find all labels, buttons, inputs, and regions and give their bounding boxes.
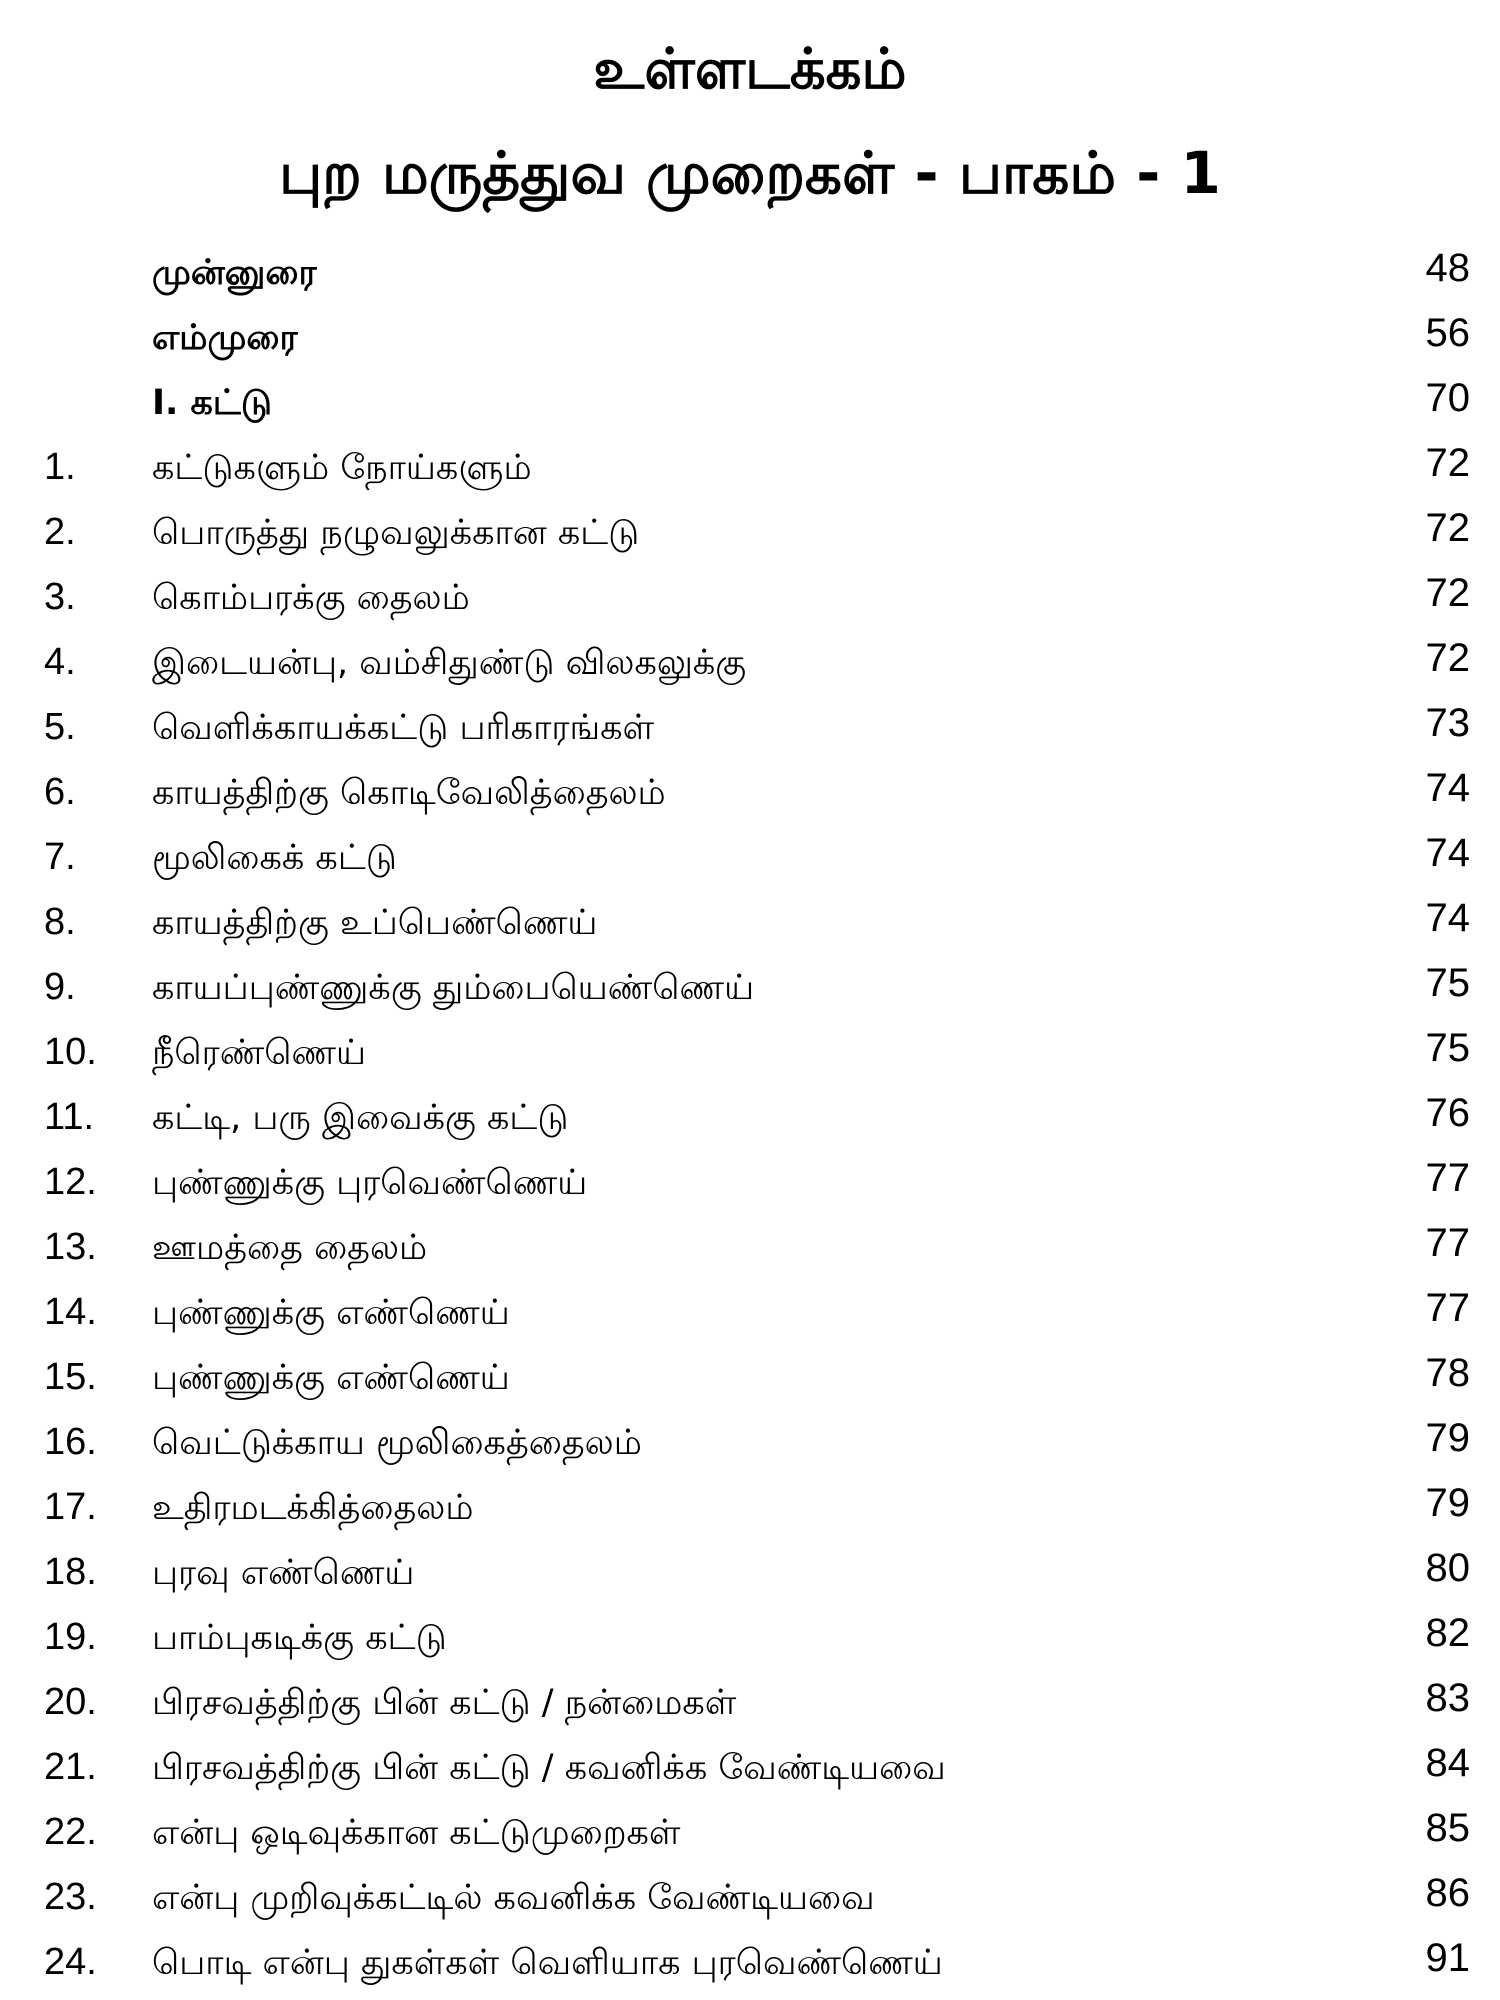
toc-page-number: 85 <box>1425 1806 1470 1850</box>
toc-page-number: 73 <box>1425 701 1470 745</box>
toc-page-number: 84 <box>1425 1741 1470 1785</box>
toc-entry-label: புரவு எண்ணெய் <box>152 1553 415 1593</box>
toc-entry-number: 22. <box>44 1811 97 1853</box>
toc-entry-label: கொம்பரக்கு தைலம் <box>152 578 470 618</box>
toc-page-number: 76 <box>1425 1091 1470 1135</box>
toc-row <box>0 435 1500 500</box>
toc-row <box>0 1670 1500 1735</box>
toc-entry-number: 1. <box>44 446 76 488</box>
toc-entry-number: 4. <box>44 641 76 683</box>
toc-entry-number: 3. <box>44 576 76 618</box>
toc-entry-number: 15. <box>44 1356 97 1398</box>
toc-page-number: 78 <box>1425 1351 1470 1395</box>
toc-front-row <box>0 240 1500 305</box>
toc-page-number: 72 <box>1425 571 1470 615</box>
toc-page-number: 79 <box>1425 1481 1470 1525</box>
toc-page-number: 72 <box>1425 441 1470 485</box>
toc-page-number: 48 <box>1425 246 1470 290</box>
toc-row <box>0 1475 1500 1540</box>
toc-page-number: 77 <box>1425 1156 1470 1200</box>
toc-page-number: 77 <box>1425 1286 1470 1330</box>
toc-entry-label: பொடி என்பு துகள்கள் வெளியாக புரவெண்ணெய் <box>152 1943 943 1983</box>
toc-row <box>0 955 1500 1020</box>
toc-entry-number: 10. <box>44 1031 97 1073</box>
toc-page-number: 74 <box>1425 831 1470 875</box>
toc-entry-number: 19. <box>44 1616 97 1658</box>
toc-entry-number: 13. <box>44 1226 97 1268</box>
toc-page-number: 74 <box>1425 896 1470 940</box>
toc-page-number: 72 <box>1425 636 1470 680</box>
toc-entry-label: என்பு முறிவுக்கட்டில் கவனிக்க வேண்டியவை <box>152 1878 875 1918</box>
toc-entry-label: நீரெண்ணெய் <box>152 1033 367 1073</box>
toc-row <box>0 500 1500 565</box>
toc-row <box>0 565 1500 630</box>
toc-page-number: 83 <box>1425 1676 1470 1720</box>
page-subtitle: புற மருத்துவ முறைகள் - பாகம் - 1 <box>279 139 1221 207</box>
toc-section-label: I. கட்டு <box>152 383 272 423</box>
toc-entry-label: புண்ணுக்கு எண்ணெய் <box>152 1358 510 1398</box>
toc-entry-label: கட்டுகளும் நோய்களும் <box>152 448 532 488</box>
toc-entry-label: காயத்திற்கு உப்பெண்ணெய் <box>152 903 598 943</box>
toc-front-label: முன்னுரை <box>152 253 317 293</box>
toc-page-number: 82 <box>1425 1611 1470 1655</box>
toc-entry-label: பொருத்து நழுவலுக்கான கட்டு <box>152 513 640 553</box>
toc-entry-number: 11. <box>44 1096 95 1138</box>
toc-page-number: 72 <box>1425 506 1470 550</box>
toc-entry-number: 24. <box>44 1941 97 1983</box>
toc-entry-number: 12. <box>44 1161 97 1203</box>
toc-section-heading <box>0 370 1500 435</box>
toc-entry-number: 16. <box>44 1421 97 1463</box>
toc-page-number: 56 <box>1425 311 1470 355</box>
toc-entry-label: வெளிக்காயக்கட்டு பரிகாரங்கள் <box>152 708 655 748</box>
toc-entry-number: 9. <box>44 966 76 1008</box>
toc-entry-number: 20. <box>44 1681 97 1723</box>
toc-entry-number: 7. <box>44 836 76 878</box>
toc-row <box>0 1345 1500 1410</box>
toc-row <box>0 760 1500 825</box>
toc-row <box>0 630 1500 695</box>
toc-row <box>0 1215 1500 1280</box>
toc-row <box>0 1605 1500 1670</box>
toc-row <box>0 1540 1500 1605</box>
toc-entry-number: 23. <box>44 1876 97 1918</box>
toc-row <box>0 1020 1500 1085</box>
toc-page-number: 70 <box>1425 376 1470 420</box>
toc-entry-label: மூலிகைக் கட்டு <box>152 838 397 878</box>
toc-entry-label: பிரசவத்திற்கு பின் கட்டு / கவனிக்க வேண்டியவை <box>152 1748 946 1788</box>
toc-entry-number: 14. <box>44 1291 97 1333</box>
toc-front-label: எம்முரை <box>152 318 298 358</box>
toc-row <box>0 1280 1500 1345</box>
toc-row <box>0 1735 1500 1800</box>
toc-entry-label: காயத்திற்கு கொடிவேலித்தைலம் <box>152 773 666 813</box>
toc-page-number: 74 <box>1425 766 1470 810</box>
toc-entry-label: புண்ணுக்கு எண்ணெய் <box>152 1293 510 1333</box>
toc-entry-label: ஊமத்தை தைலம் <box>152 1228 428 1268</box>
toc-entry-number: 6. <box>44 771 76 813</box>
toc-page-number: 91 <box>1425 1936 1470 1980</box>
toc-entry-label: கட்டி, பரு இவைக்கு கட்டு <box>152 1098 569 1138</box>
toc-entry-label: இடையன்பு, வம்சிதுண்டு விலகலுக்கு <box>152 643 747 683</box>
toc-page-number: 77 <box>1425 1221 1470 1265</box>
toc-row <box>0 1150 1500 1215</box>
toc-entry-label: என்பு ஒடிவுக்கான கட்டுமுறைகள் <box>152 1813 681 1853</box>
toc-row <box>0 1800 1500 1865</box>
toc-row <box>0 695 1500 760</box>
toc-entry-number: 2. <box>44 511 76 553</box>
table-of-contents <box>0 240 1500 1995</box>
toc-entry-number: 8. <box>44 901 76 943</box>
toc-row <box>0 825 1500 890</box>
toc-row <box>0 890 1500 955</box>
toc-row <box>0 1865 1500 1930</box>
toc-row <box>0 1410 1500 1475</box>
toc-entry-label: உதிரமடக்கித்தைலம் <box>152 1488 474 1528</box>
toc-page-number: 75 <box>1425 1026 1470 1070</box>
toc-row <box>0 1930 1500 1995</box>
toc-front-row <box>0 305 1500 370</box>
toc-page-number: 75 <box>1425 961 1470 1005</box>
toc-entry-label: வெட்டுக்காய மூலிகைத்தைலம் <box>152 1423 642 1463</box>
toc-entry-label: காயப்புண்ணுக்கு தும்பையெண்ணெய் <box>152 968 755 1008</box>
toc-entry-number: 18. <box>44 1551 97 1593</box>
page-title: உள்ளடக்கம் <box>593 37 907 102</box>
toc-entry-label: புண்ணுக்கு புரவெண்ணெய் <box>152 1163 588 1203</box>
toc-entry-number: 5. <box>44 706 76 748</box>
toc-entry-label: பிரசவத்திற்கு பின் கட்டு / நன்மைகள் <box>152 1683 737 1723</box>
toc-entry-number: 21. <box>44 1746 97 1788</box>
toc-page-number: 86 <box>1425 1871 1470 1915</box>
toc-page-number: 79 <box>1425 1416 1470 1460</box>
toc-page-number: 80 <box>1425 1546 1470 1590</box>
toc-entry-label: பாம்புகடிக்கு கட்டு <box>152 1618 447 1658</box>
toc-entry-number: 17. <box>44 1486 97 1528</box>
toc-row <box>0 1085 1500 1150</box>
